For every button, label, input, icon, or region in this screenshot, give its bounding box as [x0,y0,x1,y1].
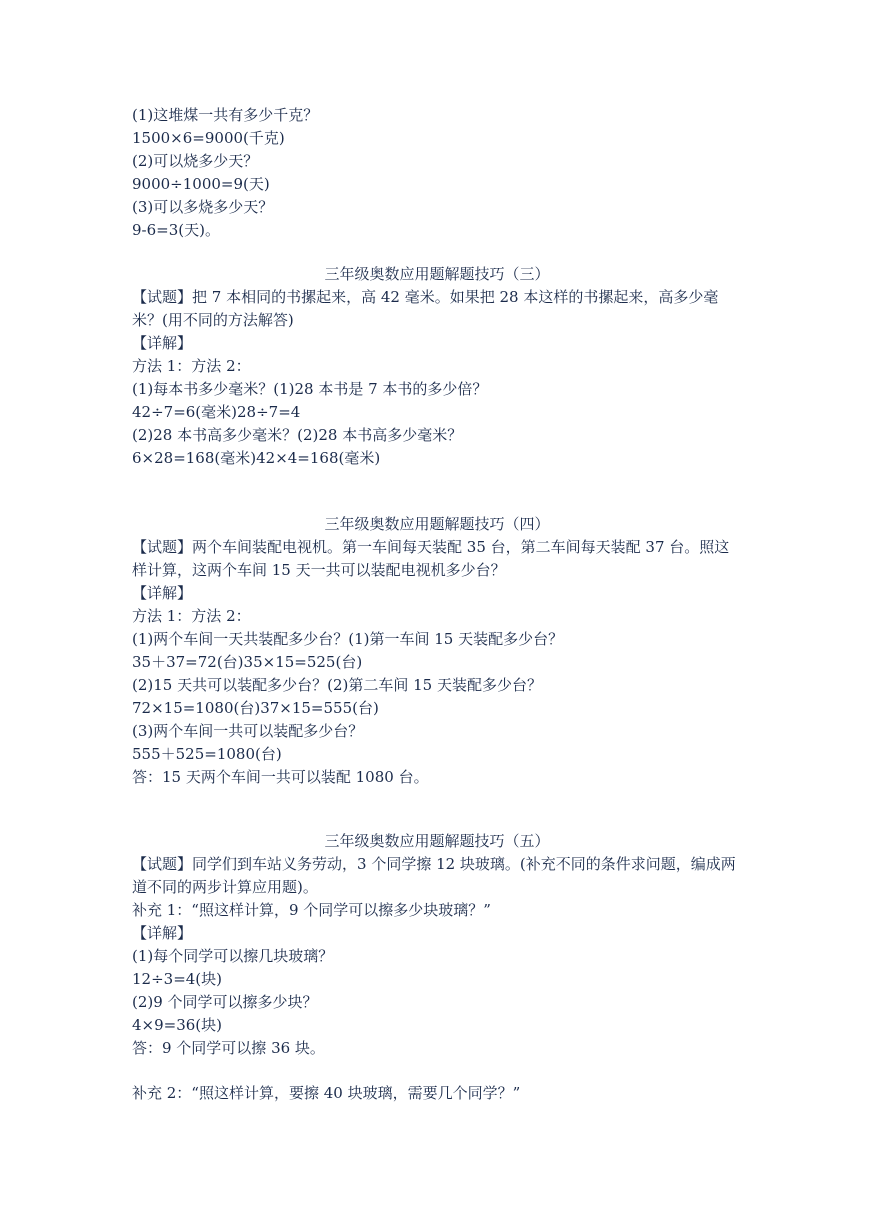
text-line: 方法 1：方法 2： [132,607,251,625]
question-text: 【试题】把 7 本相同的书摞起来，高 42 毫米。如果把 28 本这样的书摞起来，高多少毫米？(用不同的方法解答) [132,288,719,329]
text-line: 【详解】 [132,334,193,352]
text-line: (1)每本书多少毫米？(1)28 本书是 7 本书的多少倍？ [132,380,488,398]
text-line: (1)两个车间一天共装配多少台？(1)第一车间 15 天装配多少台？ [132,630,564,648]
text-line: (1)这堆煤一共有多少千克？ [132,106,319,124]
text-line: 1500×6=9000(千克) [132,129,285,147]
text-line: 35＋37=72(台)35×15=525(台) [132,653,363,671]
text-line: (3)可以多烧多少天？ [132,198,274,216]
section-coal-answer [132,104,742,242]
text-line: 【详解】 [132,924,193,942]
text-line: (2)9 个同学可以擦多少块？ [132,993,318,1011]
text-line: 555＋525=1080(台) [132,745,282,763]
text-line: 答：15 天两个车间一共可以装配 1080 台。 [132,768,429,786]
text-line: 9000÷1000=9(天) [132,175,270,193]
text-line: (1)每个同学可以擦几块玻璃？ [132,947,334,965]
text-line: 方法 1：方法 2： [132,357,251,375]
section-heading: 三年级奥数应用题解题技巧（四） [324,515,550,533]
question-text: 【试题】两个车间装配电视机。第一车间每天装配 35 台，第二车间每天装配 37 台。照这样计算，这两个车间 15 天一共可以装配电视机多少台？ [132,538,730,579]
text-line: (2)可以烧多少天？ [132,152,259,170]
text-line: 【详解】 [132,584,193,602]
section-five [132,830,742,1060]
text-line: 42÷7=6(毫米)28÷7=4 [132,403,301,421]
text-line: 72×15=1080(台)37×15=555(台) [132,699,379,717]
question-text: 【试题】同学们到车站义务劳动，3 个同学擦 12 块玻璃。(补充不同的条件求问题，编成两道不同的两步计算应用题)。 [132,855,736,896]
text-line: (3)两个车间一共可以装配多少台？ [132,722,364,740]
text-line: 12÷3=4(块) [132,970,223,988]
text-line: 9-6=3(天)。 [132,221,220,239]
text-line: 补充 1：“照这样计算，9 个同学可以擦多少块玻璃？” [132,901,491,919]
text-line: (2)28 本书高多少毫米？(2)28 本书高多少毫米？ [132,426,463,444]
section-four [132,513,742,789]
text-line: (2)15 天共可以装配多少台？(2)第二车间 15 天装配多少台？ [132,676,542,694]
text-line: 4×9=36(块) [132,1016,223,1034]
section-heading: 三年级奥数应用题解题技巧（三） [324,265,550,283]
supplement-two [132,1082,742,1105]
text-line: 6×28=168(毫米)42×4=168(毫米) [132,449,381,467]
section-three [132,263,742,470]
section-heading: 三年级奥数应用题解题技巧（五） [324,832,550,850]
text-line: 答：9 个同学可以擦 36 块。 [132,1039,325,1057]
text-line: 补充 2：“照这样计算，要擦 40 块玻璃，需要几个同学？” [132,1084,521,1102]
